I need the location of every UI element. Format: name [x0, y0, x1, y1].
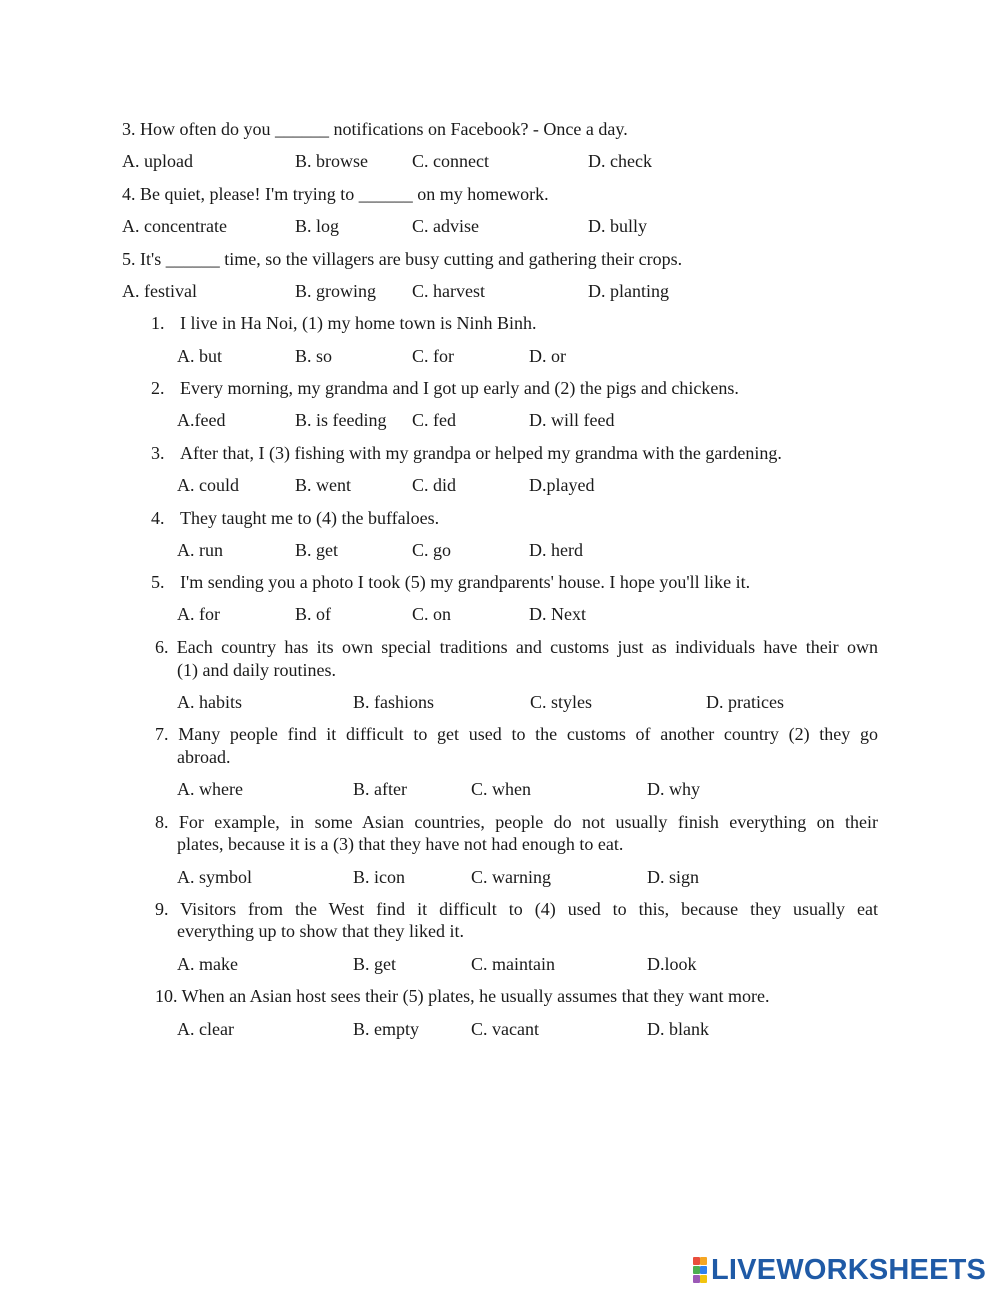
- answer-option[interactable]: D. planting: [588, 281, 669, 301]
- answer-option[interactable]: B. empty: [353, 1019, 419, 1039]
- question-number: 5.: [151, 572, 165, 592]
- answer-option[interactable]: B. of: [295, 604, 331, 624]
- answer-option[interactable]: D.look: [647, 954, 697, 974]
- answer-option[interactable]: C. when: [471, 779, 531, 799]
- question-stem: I'm sending you a photo I took (5) my grandparents' house. I hope you'll like it.: [180, 572, 751, 592]
- question-stem: 9. Visitors from the West find it difficult to (4) used to this, because they usually eat: [155, 899, 878, 919]
- answer-option[interactable]: D. will feed: [529, 410, 615, 430]
- answer-option[interactable]: C. connect: [412, 151, 489, 171]
- question-stem: 7. Many people find it difficult to get used to the customs of another country (2) they go: [155, 724, 878, 744]
- answer-option[interactable]: B. after: [353, 779, 407, 799]
- answer-option[interactable]: A. clear: [177, 1019, 234, 1039]
- answer-option[interactable]: C. on: [412, 604, 452, 624]
- answer-option[interactable]: C. warning: [471, 867, 551, 887]
- question-stem-continued: (1) and daily routines.: [177, 660, 336, 680]
- question-stem: 3. How often do you ______ notifications on Facebook? - Once a day.: [122, 119, 628, 139]
- answer-option[interactable]: B. so: [295, 346, 333, 366]
- question-stem: 5. It's ______ time, so the villagers are busy cutting and gathering their crops.: [122, 249, 683, 269]
- answer-option[interactable]: D.played: [529, 475, 595, 495]
- logo-mark-block: [700, 1257, 707, 1265]
- answer-option[interactable]: B. log: [295, 216, 340, 236]
- answer-option[interactable]: D. pratices: [706, 692, 784, 712]
- answer-option[interactable]: B. fashions: [353, 692, 434, 712]
- answer-option[interactable]: B. get: [353, 954, 396, 974]
- question-stem: 8. For example, in some Asian countries, people do not usually finish everything on their: [155, 812, 878, 832]
- answer-option[interactable]: C. go: [412, 540, 452, 560]
- answer-option[interactable]: A. festival: [122, 281, 197, 301]
- answer-option[interactable]: A. habits: [177, 692, 242, 712]
- answer-option[interactable]: C. harvest: [412, 281, 485, 301]
- question-number: 4.: [151, 508, 165, 528]
- answer-option[interactable]: D. bully: [588, 216, 648, 236]
- answer-option[interactable]: A. run: [177, 540, 223, 560]
- question-stem: 4. Be quiet, please! I'm trying to ______ on my homework.: [122, 184, 549, 204]
- answer-option[interactable]: A.feed: [177, 410, 226, 430]
- answer-option[interactable]: D. or: [529, 346, 566, 366]
- answer-option[interactable]: A. but: [177, 346, 222, 366]
- question-stem: I live in Ha Noi, (1) my home town is Ninh Binh.: [180, 313, 537, 333]
- answer-option[interactable]: D. why: [647, 779, 700, 799]
- question-stem-continued: everything up to show that they liked it.: [177, 921, 464, 941]
- logo-mark-block: [693, 1275, 700, 1283]
- answer-option[interactable]: C. vacant: [471, 1019, 539, 1039]
- answer-option[interactable]: B. get: [295, 540, 338, 560]
- liveworksheets-logo: [693, 1254, 986, 1286]
- question-stem: They taught me to (4) the buffaloes.: [180, 508, 440, 528]
- logo-mark-block: [700, 1275, 707, 1283]
- answer-option[interactable]: A. make: [177, 954, 238, 974]
- answer-option[interactable]: C. for: [412, 346, 454, 366]
- question-stem-continued: plates, because it is a (3) that they have not had enough to eat.: [177, 834, 624, 854]
- answer-option[interactable]: A. for: [177, 604, 220, 624]
- logo-mark-block: [693, 1257, 700, 1265]
- question-number: 2.: [151, 378, 165, 398]
- answer-option[interactable]: B. went: [295, 475, 351, 495]
- logo-mark-block: [700, 1266, 707, 1274]
- answer-option[interactable]: C. fed: [412, 410, 456, 430]
- answer-option[interactable]: B. icon: [353, 867, 405, 887]
- answer-option[interactable]: D. Next: [529, 604, 586, 624]
- answer-option[interactable]: A. upload: [122, 151, 193, 171]
- answer-option[interactable]: D. herd: [529, 540, 583, 560]
- answer-option[interactable]: B. is feeding: [295, 410, 387, 430]
- answer-option[interactable]: A. concentrate: [122, 216, 227, 236]
- logo-mark-icon: [693, 1257, 707, 1283]
- answer-option[interactable]: B. growing: [295, 281, 376, 301]
- question-stem: 10. When an Asian host sees their (5) plates, he usually assumes that they want more.: [155, 986, 770, 1006]
- answer-option[interactable]: C. did: [412, 475, 457, 495]
- answer-option[interactable]: A. where: [177, 779, 243, 799]
- answer-option[interactable]: C. styles: [530, 692, 593, 712]
- question-stem: 6. Each country has its own special traditions and customs just as individuals have their own: [155, 637, 878, 657]
- answer-option[interactable]: D. blank: [647, 1019, 709, 1039]
- question-stem: After that, I (3) fishing with my grandpa or helped my grandma with the gardening.: [180, 443, 782, 463]
- question-number: 1.: [151, 313, 165, 333]
- answer-option[interactable]: C. advise: [412, 216, 479, 236]
- answer-option[interactable]: A. symbol: [177, 867, 253, 887]
- answer-option[interactable]: D. check: [588, 151, 652, 171]
- answer-option[interactable]: A. could: [177, 475, 239, 495]
- question-stem: Every morning, my grandma and I got up early and (2) the pigs and chickens.: [180, 378, 739, 398]
- answer-option[interactable]: B. browse: [295, 151, 368, 171]
- answer-option[interactable]: D. sign: [647, 867, 700, 887]
- question-number: 3.: [151, 443, 165, 463]
- question-stem-continued: abroad.: [177, 747, 231, 767]
- logo-text: LIVEWORKSHEETS: [711, 1253, 987, 1286]
- answer-option[interactable]: C. maintain: [471, 954, 555, 974]
- logo-mark-block: [693, 1266, 700, 1274]
